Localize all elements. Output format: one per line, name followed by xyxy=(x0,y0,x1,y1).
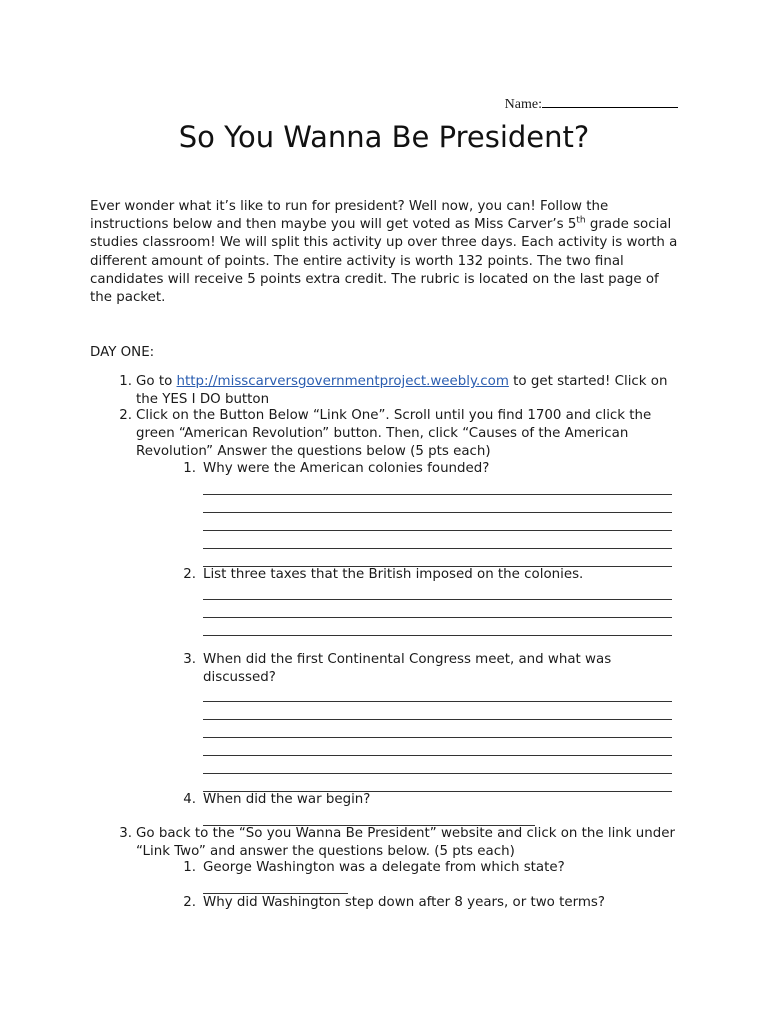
answer-line[interactable] xyxy=(203,599,672,600)
step-number: 3. xyxy=(119,826,132,841)
question-number: 4. xyxy=(183,792,196,807)
question-number: 1. xyxy=(183,860,196,875)
answer-line[interactable] xyxy=(203,548,672,549)
answer-line[interactable] xyxy=(203,701,672,702)
intro-paragraph xyxy=(90,198,680,307)
question-text: List three taxes that the British imposed on the colonies. xyxy=(203,567,584,582)
step-text-pre: Go to xyxy=(136,374,177,389)
question-number: 2. xyxy=(183,895,196,910)
answer-line[interactable] xyxy=(203,719,672,720)
question-number: 3. xyxy=(183,652,196,667)
name-field xyxy=(505,94,678,113)
question-text: When did the first Continental Congress meet, and what was discussed? xyxy=(203,652,612,685)
intro-superscript: th xyxy=(576,215,586,226)
name-blank-line[interactable] xyxy=(542,94,678,108)
answer-line[interactable] xyxy=(203,617,672,618)
step-number: 2. xyxy=(119,408,132,423)
step-text-post: to get started! Click on the YES I DO button xyxy=(136,374,668,407)
answer-line[interactable] xyxy=(203,512,672,513)
intro-text-1: Ever wonder what it’s like to run for president? Well now, you can! Follow the instructions below and then maybe you will get voted as Miss Carver’s 5 xyxy=(90,199,609,233)
question-text: When did the war begin? xyxy=(203,792,371,807)
page-title: So You Wanna Be President? xyxy=(178,120,590,154)
question-number: 2. xyxy=(183,567,196,582)
answer-line[interactable] xyxy=(203,635,672,636)
step-text: Click on the Button Below “Link One”. Scroll until you find 1700 and click the green “American Revolution” button. Then, click “Causes of the American Revolution” Answer the questions below (5 pts each) xyxy=(136,408,652,459)
project-website-link[interactable]: http://misscarversgovernmentproject.weebly.com xyxy=(176,374,509,389)
answer-line[interactable] xyxy=(203,737,672,738)
name-label: Name: xyxy=(504,97,542,112)
question-text: Why did Washington step down after 8 years, or two terms? xyxy=(203,895,606,910)
question-number: 1. xyxy=(183,461,196,476)
step-text: Go back to the “So you Wanna Be President” website and click on the link under “Link Two” and answer the questions below. (5 pts each) xyxy=(136,826,676,859)
day-one-heading: DAY ONE: xyxy=(90,345,155,360)
step-text xyxy=(136,373,676,409)
answer-line[interactable] xyxy=(203,530,672,531)
question-text: George Washington was a delegate from which state? xyxy=(203,860,565,875)
question-text: Why were the American colonies founded? xyxy=(203,461,490,476)
intro-text-2: grade social studies classroom! We will split this activity up over three days. Each activity is worth a different amount of points. The entire activity is worth 132 points. The two final candidates will receive 5 points extra credit. The rubric is located on the last page of the packet. xyxy=(90,217,678,306)
answer-line[interactable] xyxy=(203,773,672,774)
answer-line[interactable] xyxy=(203,755,672,756)
answer-line[interactable] xyxy=(203,494,672,495)
step-number: 1. xyxy=(119,374,132,389)
